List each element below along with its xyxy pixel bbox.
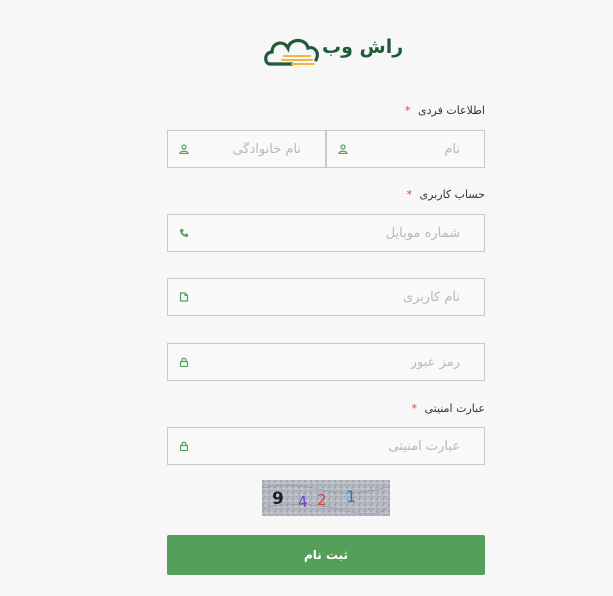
user-icon — [338, 144, 348, 154]
required-mark: * — [406, 188, 413, 201]
security-label — [412, 402, 485, 415]
captcha-digit: 4 — [297, 492, 309, 512]
last-name-field — [167, 130, 326, 168]
personal-info-label — [405, 104, 485, 117]
username-field — [167, 278, 485, 316]
first-name-input[interactable] — [355, 131, 474, 167]
document-icon — [179, 292, 189, 302]
last-name-input[interactable] — [196, 131, 315, 167]
user-icon — [179, 144, 189, 154]
account-label — [407, 188, 485, 201]
required-mark: * — [411, 402, 418, 415]
account-label-text: حساب کاربری — [419, 188, 485, 201]
captcha-digit: 2 — [317, 491, 327, 509]
first-name-field — [326, 130, 485, 168]
password-field — [167, 343, 485, 381]
security-phrase-field — [167, 427, 485, 465]
personal-info-label-text: اطلاعات فردی — [418, 104, 485, 117]
captcha-digit: 1 — [346, 487, 357, 506]
lock-icon — [179, 441, 189, 451]
username-input[interactable] — [196, 279, 474, 315]
logo-text: راش وب — [322, 36, 404, 58]
register-button[interactable]: ثبت نام — [167, 535, 485, 575]
security-phrase-input[interactable] — [196, 428, 474, 464]
security-label-text: عبارت امنیتی — [424, 402, 485, 415]
svg-text:،: ، — [368, 504, 371, 512]
lock-icon — [179, 357, 189, 367]
phone-icon — [179, 228, 189, 238]
captcha-digit: 9 — [272, 489, 284, 509]
captcha-image[interactable] — [262, 480, 390, 516]
required-mark: * — [405, 104, 411, 117]
mobile-input[interactable] — [196, 215, 474, 251]
password-input[interactable] — [196, 344, 474, 380]
mobile-field — [167, 214, 485, 252]
